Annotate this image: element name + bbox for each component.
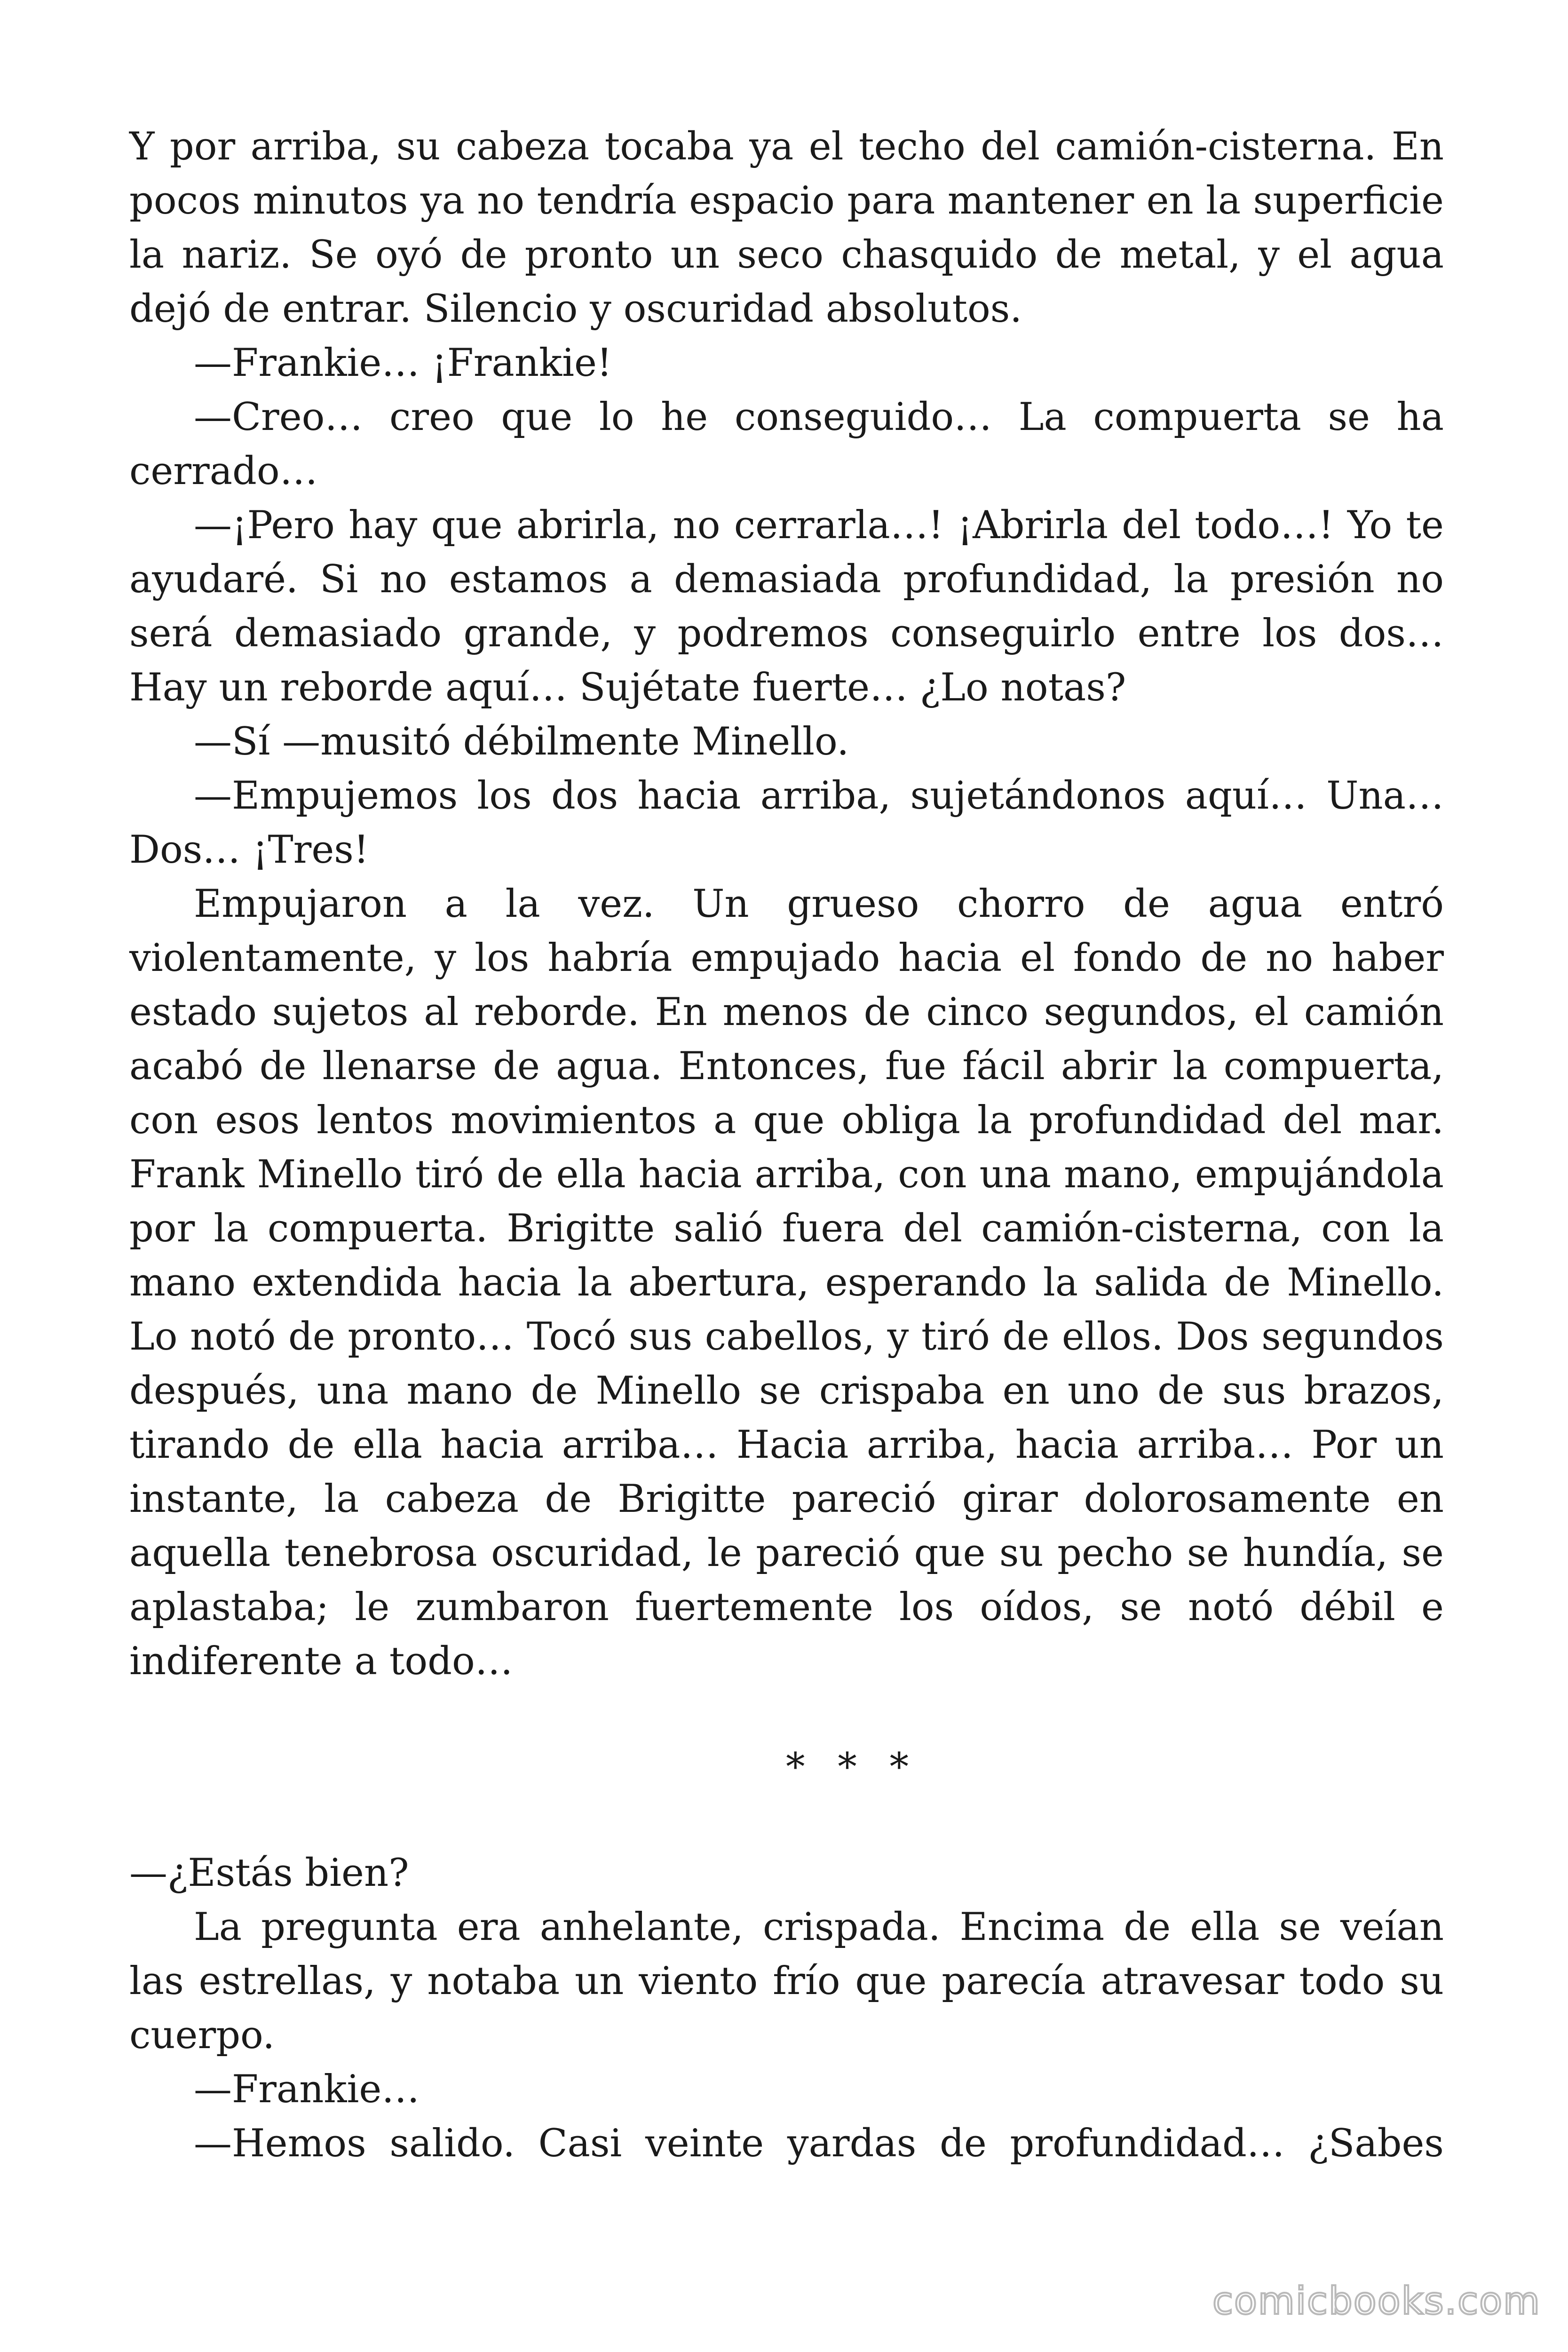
paragraph: —Frankie… — [194, 2067, 420, 2112]
paragraph: Y por arriba, su cabeza tocaba ya el techo del camión-cisterna. En pocos minutos ya no tendría espacio para mantener en la superficie la nariz. Se oyó de pronto un seco chasquido de metal, y el agua dejó de entrar. Silencio y oscuridad absolutos. — [129, 125, 1444, 331]
paragraph: —¿Estás bien? — [129, 1851, 409, 1895]
paragraph: La pregunta era anhelante, crispada. Encima de ella se veían las estrellas, y notaba un viento frío que parecía atravesar todo su cuerpo. — [129, 1905, 1444, 2058]
paragraph: —Creo… creo que lo he conseguido… La compuerta se ha cerrado… — [129, 395, 1444, 493]
text-block-before — [129, 120, 1444, 1689]
watermark-logo: comicbooks.com — [1212, 2279, 1541, 2323]
paragraph-continued: —Hemos salido. Casi veinte yardas de profundidad… ¿Sabes — [194, 2122, 1444, 2166]
paragraph: —Empujemos los dos hacia arriba, sujetándonos aquí… Una… Dos… ¡Tres! — [129, 774, 1444, 872]
paragraph: —¡Pero hay que abrirla, no cerrarla…! ¡Abrirla del todo…! Yo te ayudaré. Si no estamos a demasiada profundidad, la presión no será demasiado grande, y podremos conseguirlo entre los dos… Hay un reborde aquí… Sujétate fuerte… ¿Lo notas? — [129, 503, 1444, 710]
text-block-after — [129, 1846, 1444, 2171]
paragraph: —Sí —musitó débilmente Minello. — [194, 720, 849, 764]
book-page — [129, 120, 1444, 2171]
paragraph: Empujaron a la vez. Un grueso chorro de agua entró violentamente, y los habría empujado hacia el fondo de no haber estado sujetos al reborde. En menos de cinco segundos, el camión acabó de llenarse de agua. Entonces, fue fácil abrir la compuerta, con esos lentos movimientos a que obliga la profundidad del mar. Frank Minello tiró de ella hacia arriba, con una mano, empujándola por la compuerta. Brigitte salió fuera del camión-cisterna, con la mano extendida hacia la abertura, esperando la salida de Minello. Lo notó de pronto… Tocó sus cabellos, y tiró de ellos. Dos segundos después, una mano de Minello se crispaba en uno de sus brazos, tirando de ella hacia arriba… Hacia arriba, hacia arriba… Por un instante, la cabeza de Brigitte pareció girar dolorosamente en aquella tenebrosa oscuridad, le pareció que su pecho se hundía, se aplastaba; le zumbaron fuertemente los oídos, se notó débil e indiferente a todo… — [129, 882, 1444, 1684]
section-separator: * * * — [786, 1745, 919, 1789]
paragraph: —Frankie… ¡Frankie! — [194, 341, 612, 385]
